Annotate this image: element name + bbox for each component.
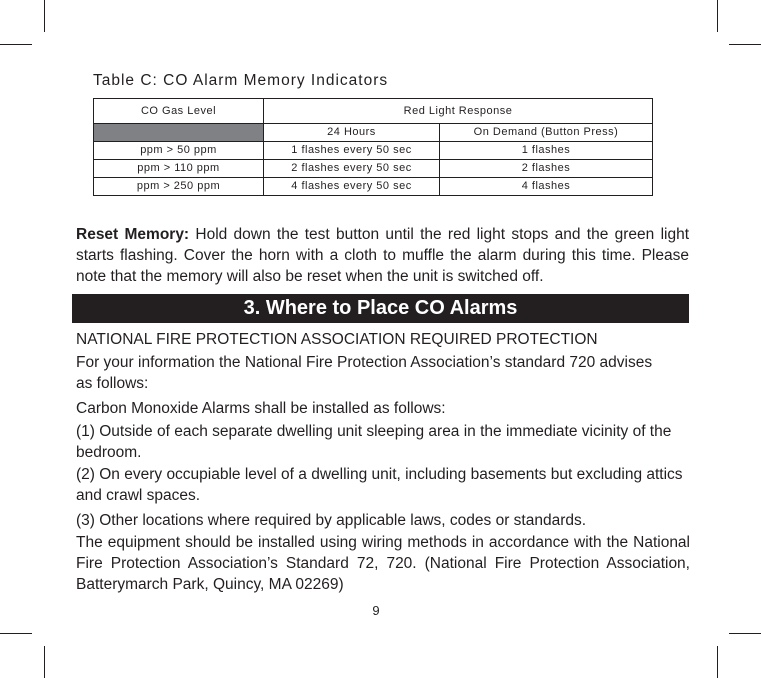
nfpa-heading: NATIONAL FIRE PROTECTION ASSOCIATION REQUIRED PROTECTION (76, 331, 598, 348)
table-title: Table C: CO Alarm Memory Indicators (93, 72, 389, 89)
list-item-1: (1) Outside of each separate dwelling unit sleeping area in the immediate vicinity of the bedroom. (76, 423, 672, 461)
crop-mark-bottom-right-v (717, 646, 718, 678)
list-item-2: (2) On every occupiable level of a dwelling unit, including basements but excluding attics and crawl spaces. (76, 466, 683, 504)
memory-indicator-table (93, 98, 653, 196)
header-co-gas-level: CO Gas Level (94, 99, 264, 124)
cell-level: ppm > 250 ppm (94, 178, 264, 196)
crop-mark-top-left-h (0, 44, 32, 45)
header-on-demand: On Demand (Button Press) (440, 124, 653, 142)
table-header-row (94, 99, 653, 124)
crop-mark-top-right-h (729, 44, 761, 45)
shaded-cell (94, 124, 264, 142)
list-item-3: (3) Other locations where required by applicable laws, codes or standards. (76, 512, 587, 529)
reset-memory-label: Reset Memory: (76, 226, 190, 243)
table-row (94, 160, 653, 178)
crop-mark-bottom-left-h (0, 633, 32, 634)
table-row (94, 178, 653, 196)
table-row (94, 142, 653, 160)
cell-level: ppm > 50 ppm (94, 142, 264, 160)
intro-paragraph: For your information the National Fire Protection Association’s standard 720 advises as follows: (76, 354, 653, 392)
reset-memory-text: Hold down the test button until the red light stops and the green light starts flashing. Cover the horn with a cloth to muffle the alarm during this time. Please note that the memory will also be reset when the unit is switched off. (76, 226, 690, 285)
cell-demand: 1 flashes (440, 142, 653, 160)
header-red-light-response: Red Light Response (264, 99, 653, 124)
crop-mark-top-right-v (717, 0, 718, 32)
section-title: 3. Where to Place CO Alarms (72, 294, 689, 323)
header-24-hours: 24 Hours (264, 124, 440, 142)
cell-demand: 4 flashes (440, 178, 653, 196)
cell-24h: 1 flashes every 50 sec (264, 142, 440, 160)
reset-memory-paragraph (76, 224, 689, 287)
cell-level: ppm > 110 ppm (94, 160, 264, 178)
page-number: 9 (372, 603, 380, 618)
cell-24h: 4 flashes every 50 sec (264, 178, 440, 196)
crop-mark-bottom-left-v (44, 646, 45, 678)
crop-mark-bottom-right-h (729, 633, 761, 634)
table-subheader-row (94, 124, 653, 142)
cell-demand: 2 flashes (440, 160, 653, 178)
wiring-paragraph: The equipment should be installed using wiring methods in accordance with the National Fire Protection Association’s Standard 72, 720. (National Fire Protection Association, Batterymarch Park, Quincy, MA 02269) (76, 534, 690, 593)
crop-mark-top-left-v (44, 0, 45, 32)
cell-24h: 2 flashes every 50 sec (264, 160, 440, 178)
installed-paragraph: Carbon Monoxide Alarms shall be installed as follows: (76, 400, 446, 417)
